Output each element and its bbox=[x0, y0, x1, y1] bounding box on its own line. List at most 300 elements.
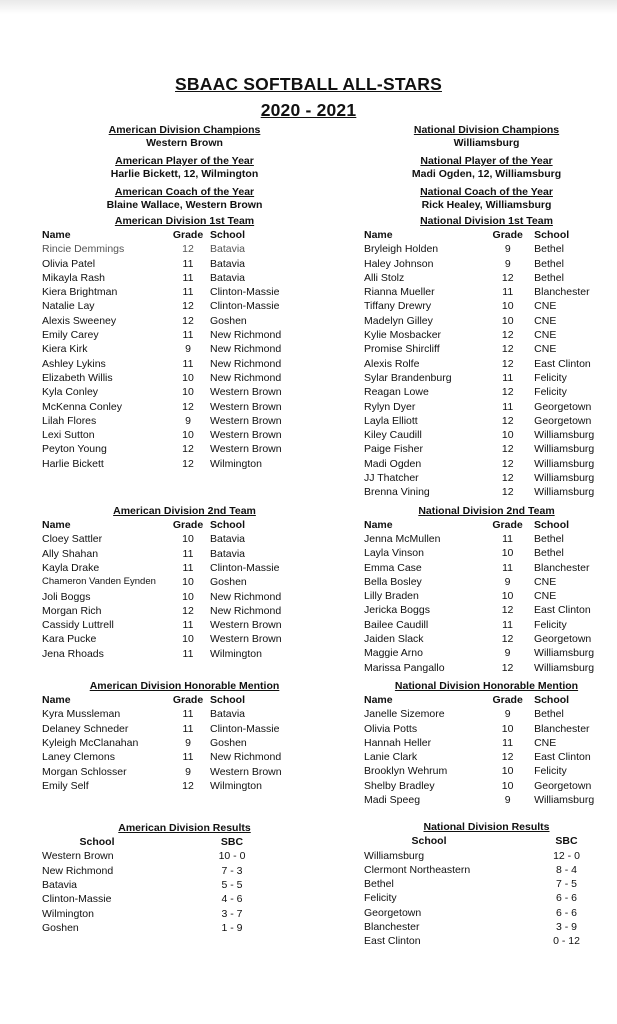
name-header: Name bbox=[364, 518, 393, 531]
player-school: Clinton-Massie bbox=[210, 286, 280, 299]
table-row bbox=[364, 285, 609, 299]
player-name: Alli Stolz bbox=[364, 271, 405, 284]
player-school: Bethel bbox=[534, 547, 564, 560]
player-school: Wilmington bbox=[210, 457, 262, 470]
player-name: Harlie Bickett bbox=[42, 457, 104, 470]
player-name: Delaney Schneder bbox=[42, 722, 129, 735]
player-name: Alexis Sweeney bbox=[42, 314, 117, 327]
player-name: Tiffany Drewry bbox=[364, 300, 432, 313]
player-name: Bryleigh Holden bbox=[364, 243, 439, 256]
player-name: Reagan Lowe bbox=[364, 386, 429, 399]
top-shadow bbox=[0, 0, 617, 14]
table-row bbox=[42, 400, 326, 414]
player-grade: 12 bbox=[501, 751, 514, 764]
player-school: New Richmond bbox=[210, 751, 282, 764]
player-name: Hannah Heller bbox=[364, 736, 432, 749]
player-grade: 11 bbox=[182, 619, 194, 632]
player-school: Georgetown bbox=[534, 633, 592, 646]
table-row bbox=[364, 764, 609, 778]
national-second-team-label: National Division 2nd Team bbox=[418, 504, 555, 517]
table-header bbox=[42, 518, 326, 532]
table-row bbox=[42, 618, 326, 632]
table-header bbox=[42, 693, 326, 707]
player-grade: 12 bbox=[501, 604, 514, 617]
team-record: 4 - 6 bbox=[221, 893, 243, 906]
table-row bbox=[42, 371, 326, 385]
table-row bbox=[364, 371, 609, 385]
player-school: Felicity bbox=[534, 386, 567, 399]
player-school: Wilmington bbox=[210, 647, 262, 660]
player-name: Kyla Conley bbox=[42, 386, 99, 399]
player-school: Wilmington bbox=[210, 779, 262, 792]
player-school: New Richmond bbox=[210, 357, 282, 370]
player-grade: 9 bbox=[504, 243, 511, 256]
player-grade: 12 bbox=[182, 779, 194, 792]
table-row bbox=[42, 878, 272, 892]
table-row bbox=[42, 342, 326, 356]
table-row bbox=[364, 257, 609, 271]
name-header: Name bbox=[42, 519, 71, 532]
player-name: Peyton Young bbox=[42, 443, 107, 456]
table-row bbox=[42, 428, 326, 442]
player-name: Madi Speeg bbox=[364, 793, 421, 806]
school-header: School bbox=[210, 229, 246, 241]
table-row bbox=[364, 849, 609, 863]
player-school: Batavia bbox=[210, 271, 246, 284]
national-first-team-table bbox=[364, 228, 609, 500]
player-name: Mikayla Rash bbox=[42, 271, 106, 284]
player-school: Western Brown bbox=[210, 429, 282, 442]
team-record: 10 - 0 bbox=[218, 850, 246, 863]
player-grade: 12 bbox=[501, 472, 514, 485]
school-header: School bbox=[534, 693, 570, 706]
player-school: Goshen bbox=[210, 736, 247, 749]
player-name: Layla Vinson bbox=[364, 547, 424, 560]
player-school: CNE bbox=[534, 343, 557, 356]
player-grade: 10 bbox=[182, 576, 194, 589]
name-header: Name bbox=[42, 694, 71, 707]
player-grade: 11 bbox=[182, 722, 194, 735]
national-hm-label: National Division Honorable Mention bbox=[394, 679, 579, 692]
player-name: Kyleigh McClanahan bbox=[42, 736, 139, 749]
team-school: Clinton-Massie bbox=[42, 893, 112, 906]
player-school: Batavia bbox=[210, 533, 246, 546]
player-name: Jenna McMullen bbox=[364, 532, 441, 545]
player-school: Batavia bbox=[210, 243, 246, 256]
table-row bbox=[364, 299, 609, 313]
player-grade: 12 bbox=[501, 443, 514, 456]
table-row bbox=[42, 414, 326, 428]
player-name: Emily Self bbox=[42, 779, 89, 792]
player-name: Olivia Patel bbox=[42, 257, 96, 270]
team-school: East Clinton bbox=[364, 935, 421, 948]
player-name: Jaiden Slack bbox=[364, 633, 424, 646]
player-grade: 9 bbox=[504, 647, 511, 660]
table-row bbox=[42, 385, 326, 399]
player-name: Lexi Sutton bbox=[42, 429, 95, 442]
national-first-team-label: National Division 1st Team bbox=[420, 215, 553, 227]
player-school: Batavia bbox=[210, 547, 246, 560]
table-row bbox=[42, 736, 326, 750]
player-name: Ashley Lykins bbox=[42, 357, 106, 370]
player-school: Georgetown bbox=[534, 400, 592, 413]
player-grade: 12 bbox=[501, 357, 514, 370]
player-name: Bella Bosley bbox=[364, 575, 422, 588]
player-school: Felicity bbox=[534, 371, 567, 384]
table-row bbox=[364, 603, 609, 617]
national-champions: Williamsburg bbox=[453, 136, 520, 149]
player-grade: 12 bbox=[501, 486, 514, 499]
player-grade: 10 bbox=[182, 633, 194, 646]
player-name: Emma Case bbox=[364, 561, 422, 574]
team-record: 5 - 5 bbox=[221, 878, 243, 891]
american-hm-label: American Division Honorable Mention bbox=[89, 680, 280, 693]
table-row bbox=[42, 722, 326, 736]
table-row bbox=[364, 632, 609, 646]
player-grade: 12 bbox=[501, 329, 514, 342]
table-row bbox=[364, 736, 609, 750]
player-school: Georgetown bbox=[534, 414, 592, 427]
player-grade: 12 bbox=[501, 343, 514, 356]
table-row bbox=[42, 442, 326, 456]
player-name: Jericka Boggs bbox=[364, 604, 430, 617]
table-row bbox=[364, 532, 609, 546]
player-grade: 12 bbox=[182, 457, 194, 470]
american-coy-label: American Coach of the Year bbox=[114, 186, 255, 198]
player-name: Rylyn Dyer bbox=[364, 400, 416, 413]
player-name: Lilah Flores bbox=[42, 414, 97, 427]
player-school: New Richmond bbox=[210, 371, 282, 384]
national-coy-label: National Coach of the Year bbox=[420, 186, 553, 198]
player-name: Rincie Demmings bbox=[42, 243, 125, 256]
player-name: Promise Shircliff bbox=[364, 343, 440, 356]
player-school: Blanchester bbox=[534, 286, 590, 299]
table-row bbox=[42, 632, 326, 646]
player-school: Williamsburg bbox=[534, 661, 595, 674]
player-name: Natalie Lay bbox=[42, 300, 95, 313]
player-grade: 9 bbox=[504, 793, 511, 806]
table-row bbox=[42, 765, 326, 779]
player-grade: 12 bbox=[501, 386, 514, 399]
name-header: Name bbox=[364, 693, 393, 706]
player-name: Kiley Caudill bbox=[364, 429, 422, 442]
player-grade: 11 bbox=[502, 371, 514, 384]
player-name: Kiera Brightman bbox=[42, 286, 118, 299]
table-row bbox=[364, 442, 609, 456]
player-school: Williamsburg bbox=[534, 486, 595, 499]
table-row bbox=[364, 400, 609, 414]
player-school: Bethel bbox=[534, 532, 564, 545]
player-name: Lilly Braden bbox=[364, 590, 419, 603]
table-row bbox=[364, 722, 609, 736]
american-second-team-label: American Division 2nd Team bbox=[113, 505, 256, 518]
american-champions: Western Brown bbox=[146, 136, 223, 149]
table-header bbox=[42, 228, 326, 242]
table-row bbox=[42, 314, 326, 328]
table-row bbox=[42, 864, 272, 878]
table-row bbox=[364, 589, 609, 603]
national-champions-label: National Division Champions bbox=[413, 124, 560, 136]
player-school: Bethel bbox=[534, 708, 564, 721]
team-record: 3 - 9 bbox=[555, 921, 577, 934]
player-name: Cassidy Luttrell bbox=[42, 619, 114, 632]
table-header bbox=[364, 693, 609, 707]
player-school: Western Brown bbox=[210, 414, 282, 427]
table-row bbox=[42, 849, 272, 863]
table-row bbox=[42, 647, 326, 661]
grade-header: Grade bbox=[172, 519, 204, 532]
table-header bbox=[42, 835, 272, 849]
player-grade: 10 bbox=[501, 722, 514, 735]
player-grade: 10 bbox=[501, 590, 514, 603]
player-school: Batavia bbox=[210, 257, 246, 270]
player-school: Goshen bbox=[210, 314, 247, 327]
player-school: Williamsburg bbox=[534, 457, 595, 470]
national-hm-table bbox=[364, 693, 609, 807]
table-row bbox=[42, 532, 326, 546]
american-poy: Harlie Bickett, 12, Wilmington bbox=[110, 167, 259, 180]
team-school: Bethel bbox=[364, 878, 394, 891]
american-results-label: American Division Results bbox=[118, 822, 251, 835]
table-row bbox=[42, 271, 326, 285]
school-header: School bbox=[210, 694, 246, 707]
name-header: Name bbox=[364, 229, 393, 241]
player-grade: 12 bbox=[182, 604, 194, 617]
table-row bbox=[42, 328, 326, 342]
grade-header: Grade bbox=[492, 693, 523, 706]
player-grade: 11 bbox=[182, 647, 194, 660]
table-row bbox=[42, 242, 326, 256]
player-grade: 11 bbox=[502, 400, 514, 413]
player-school: CNE bbox=[534, 590, 557, 603]
player-school: CNE bbox=[534, 329, 557, 342]
player-school: Bethel bbox=[534, 257, 564, 270]
table-row bbox=[364, 457, 609, 471]
school-header: School bbox=[79, 836, 115, 849]
table-row bbox=[42, 604, 326, 618]
player-name: Layla Elliott bbox=[364, 414, 418, 427]
table-row bbox=[42, 779, 326, 793]
player-name: Ally Shahan bbox=[42, 547, 99, 560]
player-grade: 12 bbox=[182, 300, 194, 313]
player-grade: 12 bbox=[182, 243, 194, 256]
player-grade: 11 bbox=[502, 736, 514, 749]
player-school: Williamsburg bbox=[534, 793, 595, 806]
team-school: Batavia bbox=[42, 878, 78, 891]
player-name: Laney Clemons bbox=[42, 751, 115, 764]
team-record: 8 - 4 bbox=[555, 863, 577, 876]
player-name: Paige Fisher bbox=[364, 443, 423, 456]
player-grade: 9 bbox=[504, 708, 511, 721]
player-school: East Clinton bbox=[534, 604, 591, 617]
team-school: Blanchester bbox=[364, 921, 420, 934]
player-school: Felicity bbox=[534, 618, 567, 631]
table-row bbox=[364, 385, 609, 399]
american-second-team-table bbox=[42, 518, 326, 661]
player-grade: 10 bbox=[182, 386, 194, 399]
player-name: Morgan Schlosser bbox=[42, 765, 127, 778]
player-school: Western Brown bbox=[210, 386, 282, 399]
player-grade: 10 bbox=[501, 429, 514, 442]
grade-header: Grade bbox=[492, 518, 523, 531]
player-grade: 12 bbox=[182, 400, 194, 413]
table-row bbox=[364, 661, 609, 675]
player-grade: 12 bbox=[182, 314, 194, 327]
player-school: Clinton-Massie bbox=[210, 722, 280, 735]
player-name: Morgan Rich bbox=[42, 604, 102, 617]
table-row bbox=[42, 561, 326, 575]
school-header: School bbox=[210, 519, 246, 532]
player-school: New Richmond bbox=[210, 604, 282, 617]
player-school: New Richmond bbox=[210, 329, 282, 342]
team-school: Georgetown bbox=[364, 906, 422, 919]
player-school: Georgetown bbox=[534, 779, 592, 792]
national-coy: Rick Healey, Williamsburg bbox=[421, 198, 552, 211]
player-name: Brooklyn Wehrum bbox=[364, 765, 448, 778]
player-grade: 10 bbox=[182, 533, 194, 546]
team-school: Clermont Northeastern bbox=[364, 863, 471, 876]
player-school: CNE bbox=[534, 736, 557, 749]
player-name: Joli Boggs bbox=[42, 590, 91, 603]
table-row bbox=[364, 314, 609, 328]
player-grade: 12 bbox=[501, 661, 514, 674]
player-school: Felicity bbox=[534, 765, 567, 778]
american-first-team-table bbox=[42, 228, 326, 471]
player-name: Kyra Mussleman bbox=[42, 708, 121, 721]
american-champions-label: American Division Champions bbox=[108, 124, 261, 136]
american-hm-table bbox=[42, 693, 326, 793]
table-row bbox=[364, 618, 609, 632]
player-grade: 12 bbox=[501, 414, 514, 427]
player-name: Elizabeth Willis bbox=[42, 371, 113, 384]
table-row bbox=[364, 750, 609, 764]
player-name: McKenna Conley bbox=[42, 400, 122, 413]
school-header: School bbox=[534, 518, 570, 531]
season-title: 2020 - 2021 bbox=[260, 100, 357, 120]
american-column bbox=[42, 124, 327, 935]
american-first-team-label: American Division 1st Team bbox=[114, 215, 255, 227]
player-school: Bethel bbox=[534, 243, 564, 256]
player-name: Cloey Sattler bbox=[42, 533, 103, 546]
player-grade: 10 bbox=[501, 300, 514, 313]
player-grade: 12 bbox=[501, 271, 514, 284]
table-row bbox=[42, 575, 326, 589]
table-row bbox=[364, 920, 609, 934]
player-grade: 11 bbox=[182, 286, 194, 299]
player-name: Kara Pucke bbox=[42, 633, 97, 646]
table-row bbox=[364, 779, 609, 793]
player-school: Clinton-Massie bbox=[210, 300, 280, 313]
player-name: Madi Ogden bbox=[364, 457, 422, 470]
player-school: Williamsburg bbox=[534, 647, 595, 660]
player-school: Williamsburg bbox=[534, 429, 595, 442]
player-school: Western Brown bbox=[210, 619, 282, 632]
team-school: Western Brown bbox=[42, 850, 114, 863]
team-school: New Richmond bbox=[42, 864, 114, 877]
table-row bbox=[42, 707, 326, 721]
table-row bbox=[364, 793, 609, 807]
national-column bbox=[364, 124, 609, 949]
national-poy-label: National Player of the Year bbox=[420, 155, 553, 167]
player-school: CNE bbox=[534, 575, 557, 588]
page-title: SBAAC SOFTBALL ALL-STARS bbox=[175, 74, 442, 94]
table-row bbox=[364, 546, 609, 560]
table-header bbox=[364, 228, 609, 242]
table-row bbox=[364, 242, 609, 256]
team-record: 6 - 6 bbox=[555, 906, 577, 919]
player-school: East Clinton bbox=[534, 751, 591, 764]
player-school: Goshen bbox=[210, 576, 247, 589]
player-name: Marissa Pangallo bbox=[364, 661, 445, 674]
player-grade: 11 bbox=[182, 547, 194, 560]
player-grade: 11 bbox=[502, 561, 514, 574]
team-school: Goshen bbox=[42, 921, 79, 934]
sbc-header: SBC bbox=[220, 836, 244, 849]
player-school: New Richmond bbox=[210, 343, 282, 356]
player-name: Kiera Kirk bbox=[42, 343, 88, 356]
player-grade: 9 bbox=[185, 343, 191, 356]
player-name: Brenna Vining bbox=[364, 486, 430, 499]
team-record: 0 - 12 bbox=[553, 935, 580, 948]
team-record: 7 - 5 bbox=[555, 878, 577, 891]
table-row bbox=[42, 257, 326, 271]
player-grade: 11 bbox=[502, 286, 514, 299]
table-row bbox=[364, 357, 609, 371]
table-row bbox=[364, 485, 609, 499]
player-grade: 11 bbox=[182, 708, 194, 721]
player-grade: 11 bbox=[502, 618, 514, 631]
table-row bbox=[364, 271, 609, 285]
table-row bbox=[364, 646, 609, 660]
sbc-header: SBC bbox=[555, 835, 578, 848]
table-row bbox=[364, 877, 609, 891]
player-name: Haley Johnson bbox=[364, 257, 434, 270]
player-grade: 11 bbox=[182, 751, 194, 764]
table-row bbox=[364, 707, 609, 721]
player-school: CNE bbox=[534, 300, 557, 313]
player-grade: 11 bbox=[182, 271, 194, 284]
table-row bbox=[42, 590, 326, 604]
table-row bbox=[364, 906, 609, 920]
national-poy: Madi Ogden, 12, Williamsburg bbox=[411, 167, 562, 180]
player-school: New Richmond bbox=[210, 590, 282, 603]
team-school: Wilmington bbox=[42, 907, 94, 920]
player-grade: 9 bbox=[185, 765, 191, 778]
player-school: Western Brown bbox=[210, 443, 282, 456]
table-row bbox=[364, 561, 609, 575]
player-grade: 10 bbox=[501, 314, 514, 327]
grade-header: Grade bbox=[492, 229, 523, 241]
player-name: Chameron Vanden Eynden bbox=[42, 576, 156, 588]
table-header bbox=[364, 834, 609, 848]
table-row bbox=[364, 891, 609, 905]
player-school: Williamsburg bbox=[534, 443, 595, 456]
player-grade: 10 bbox=[501, 547, 514, 560]
player-school: Blanchester bbox=[534, 561, 590, 574]
player-name: Alexis Rolfe bbox=[364, 357, 420, 370]
table-row bbox=[364, 428, 609, 442]
table-row bbox=[364, 328, 609, 342]
grade-header: Grade bbox=[172, 229, 204, 241]
player-school: Clinton-Massie bbox=[210, 561, 280, 574]
player-school: Bethel bbox=[534, 271, 564, 284]
table-row bbox=[42, 285, 326, 299]
player-grade: 11 bbox=[182, 257, 194, 270]
player-grade: 9 bbox=[185, 736, 191, 749]
player-name: Bailee Caudill bbox=[364, 618, 429, 631]
player-grade: 9 bbox=[504, 575, 511, 588]
player-grade: 9 bbox=[504, 257, 511, 270]
